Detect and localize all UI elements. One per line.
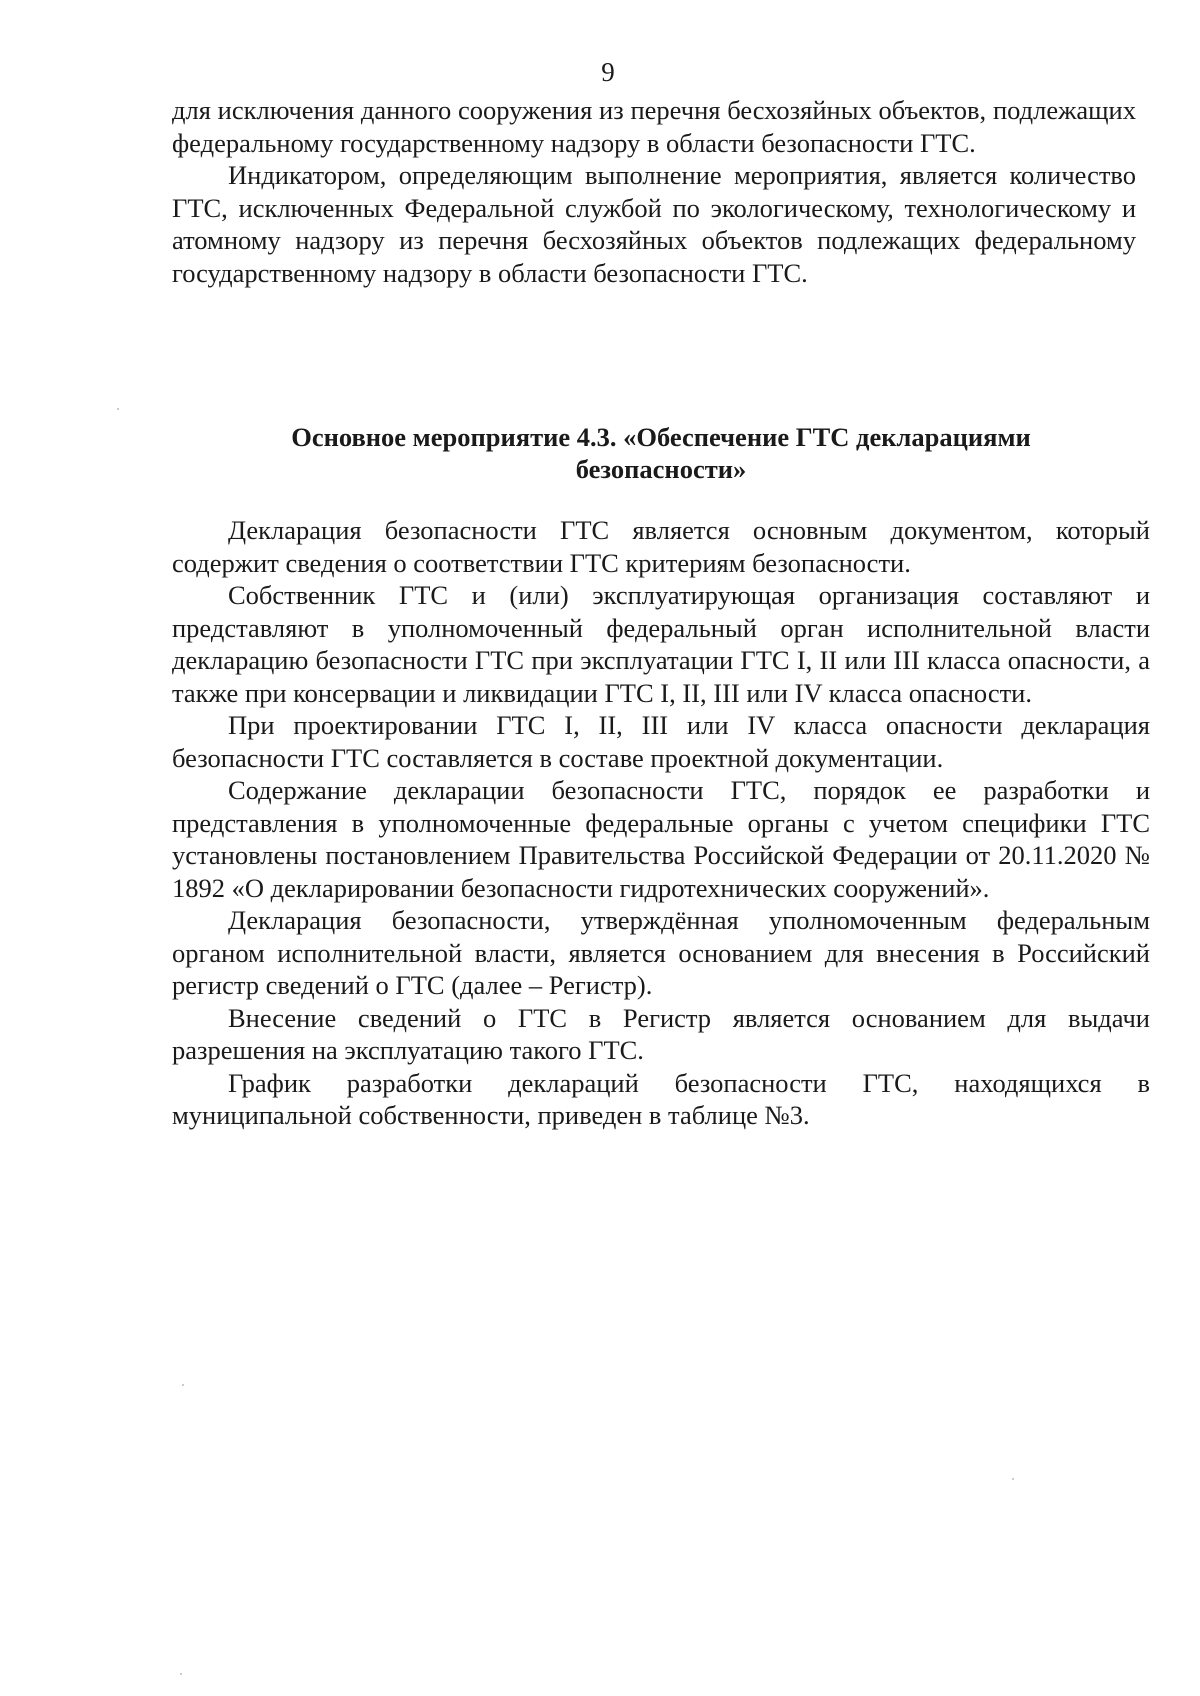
continuation-paragraph: для исключения данного сооружения из перечня бесхозяйных объектов, подлежащих федеральному государственному надзору в области безопасности ГТС. [172, 95, 1136, 158]
body-paragraph-2: Собственник ГТС и (или) эксплуатирующая организация составляют и представляют в уполномоченный федеральный орган исполнительной власти декларацию безопасности ГТС при эксплуатации ГТС I, II или III класса опасности, а также при консервации и ликвидации ГТС I, II, III или IV класса опасности. [172, 580, 1150, 708]
scan-speck [1012, 1478, 1014, 1480]
intro-block [172, 94, 1136, 289]
body-paragraph-3: При проектировании ГТС I, II, III или IV класса опасности декларация безопасности ГТС составляется в составе проектной документации. [172, 710, 1150, 773]
section-heading [172, 421, 1150, 485]
scan-speck [117, 408, 119, 410]
scan-speck [180, 1673, 182, 1675]
page-number: 9 [601, 57, 615, 87]
indicator-paragraph: Индикатором, определяющим выполнение мероприятия, является количество ГТС, исключенных Федеральной службой по экологическому, технологическому и атомному надзору из перечня бесхозяйных объектов подлежащих федеральному государственному надзору в области безопасности ГТС. [172, 160, 1136, 288]
section-heading-line-1: Основное мероприятие 4.3. «Обеспечение ГТС декларациями [291, 422, 1031, 452]
scan-speck [182, 1384, 184, 1386]
body-paragraph-5: Декларация безопасности, утверждённая уполномоченным федеральным органом исполнительной власти, является основанием для внесения в Российский регистр сведений о ГТС (далее – Регистр). [172, 905, 1150, 1000]
section-heading-line-2: безопасности» [575, 454, 747, 484]
body-paragraph-4: Содержание декларации безопасности ГТС, порядок ее разработки и представления в уполномоченные федеральные органы с учетом специфики ГТС установлены постановлением Правительства Российской Федерации от 20.11.2020 № 1892 «О декларировании безопасности гидротехнических сооружений». [172, 775, 1150, 903]
body-paragraph-6: Внесение сведений о ГТС в Регистр является основанием для выдачи разрешения на эксплуатацию такого ГТС. [172, 1002, 1150, 1065]
body-paragraph-7: График разработки деклараций безопасности ГТС, находящихся в муниципальной собственности, приведен в таблице №3. [172, 1067, 1150, 1130]
body-paragraph-1: Декларация безопасности ГТС является основным документом, который содержит сведения о соответствии ГТС критериям безопасности. [172, 515, 1150, 578]
section-body [172, 514, 1150, 1132]
